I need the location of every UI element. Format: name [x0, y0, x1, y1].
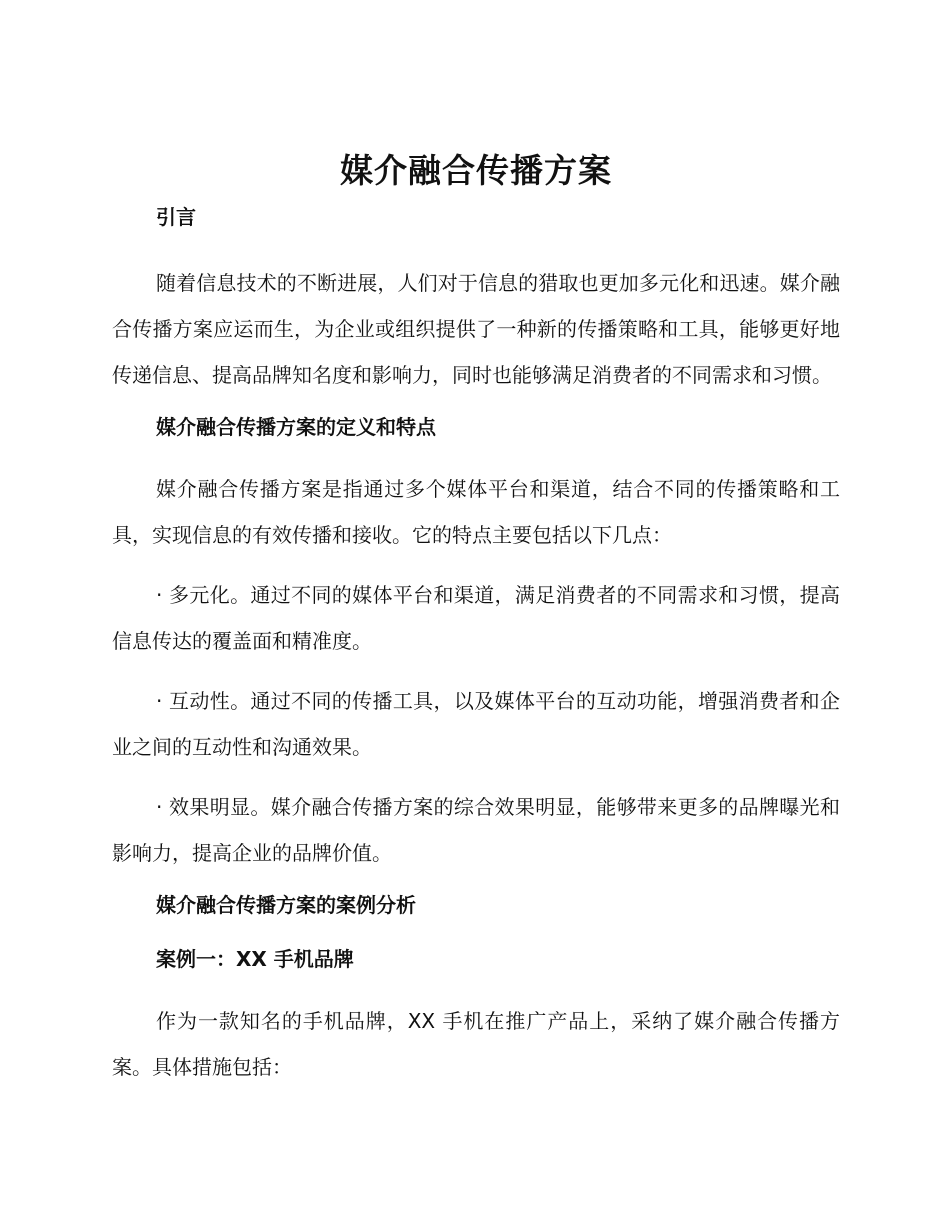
feature-item-diversity: · 多元化。通过不同的媒体平台和渠道，满足消费者的不同需求和习惯，提高信息传达的覆盖面和精准度。	[112, 583, 840, 653]
case-analysis-heading: 媒介融合传播方案的案例分析	[156, 893, 416, 917]
feature-item-interactivity: · 互动性。通过不同的传播工具，以及媒体平台的互动功能，增强消费者和企业之间的互动性和沟通效果。	[112, 689, 840, 759]
intro-paragraph: 随着信息技术的不断进展，人们对于信息的猎取也更加多元化和迅速。媒介融合传播方案应运而生，为企业或组织提供了一种新的传播策略和工具，能够更好地传递信息、提高品牌知名度和影响力，同时也能够满足消费者的不同需求和习惯。	[112, 271, 840, 387]
feature-item-effectiveness: · 效果明显。媒介融合传播方案的综合效果明显，能够带来更多的品牌曝光和影响力，提高企业的品牌价值。	[112, 795, 840, 865]
document-title: 媒介融合传播方案	[340, 151, 612, 190]
intro-heading: 引言	[156, 205, 196, 229]
definition-paragraph: 媒介融合传播方案是指通过多个媒体平台和渠道，结合不同的传播策略和工具，实现信息的有效传播和接收。它的特点主要包括以下几点：	[112, 477, 840, 547]
document-content	[112, 148, 840, 1104]
case1-heading: 案例一：XX 手机品牌	[156, 947, 354, 971]
definition-heading: 媒介融合传播方案的定义和特点	[156, 415, 436, 439]
case1-paragraph: 作为一款知名的手机品牌，XX 手机在推广产品上，采纳了媒介融合传播方案。具体措施包括：	[112, 1009, 840, 1079]
